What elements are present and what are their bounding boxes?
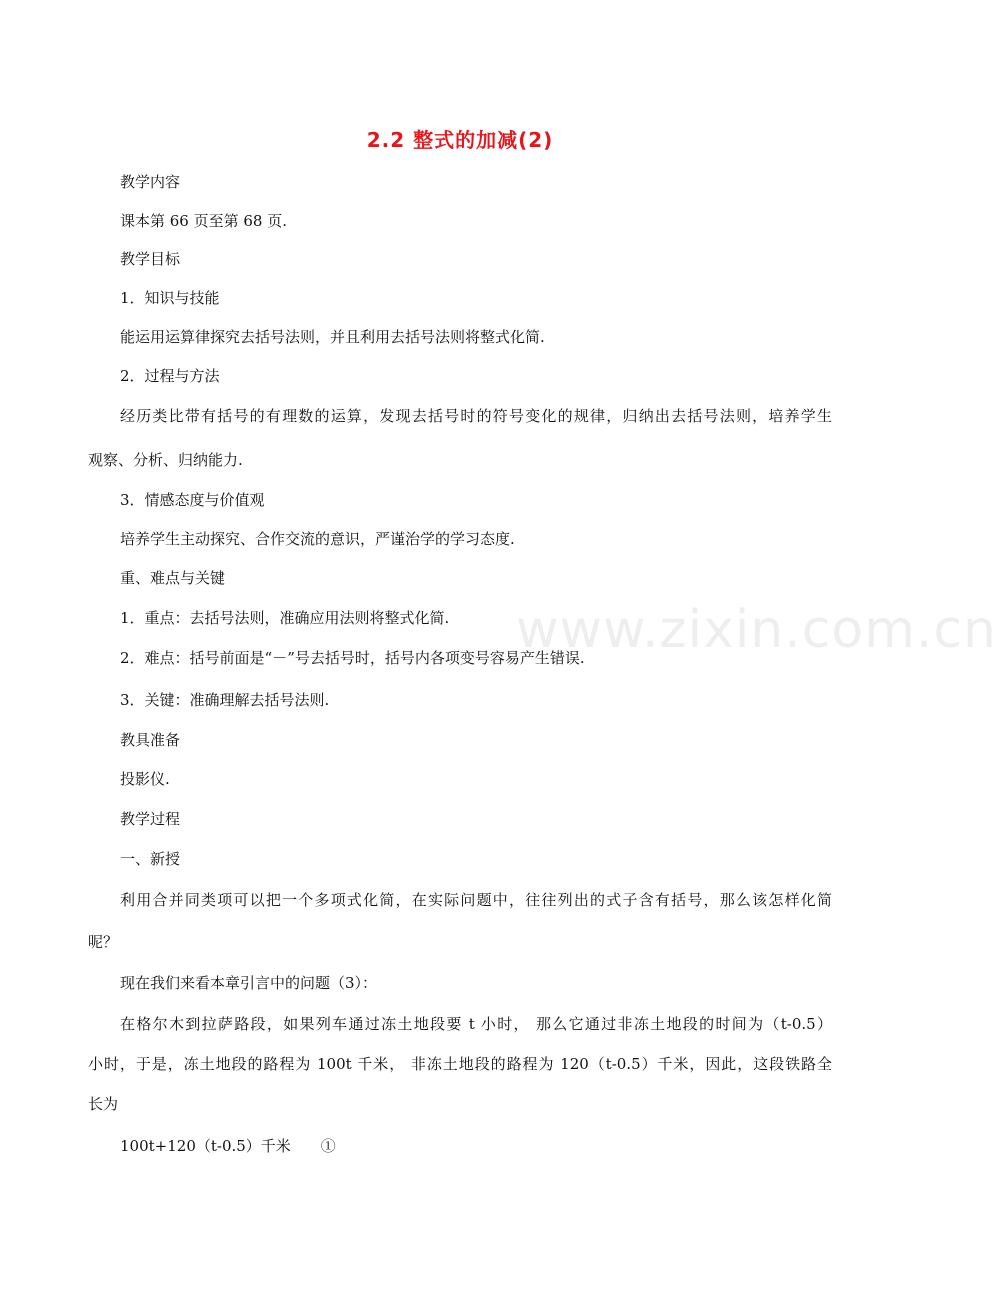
section-heading: 教具准备 <box>120 731 181 749</box>
section-heading: 教学过程 <box>120 810 181 828</box>
paragraph: 现在我们来看本章引言中的问题（3）： <box>120 974 378 992</box>
section-heading: 一、新授 <box>120 850 181 868</box>
paragraph: 投影仪. <box>120 770 170 788</box>
paragraph-continuation: 长为 <box>88 1095 119 1113</box>
list-item: 1．重点：去括号法则，准确应用法则将整式化简. <box>120 609 450 627</box>
list-item: 2．难点：括号前面是“－”号去括号时，括号内各项变号容易产生错误. <box>120 649 585 667</box>
watermark: www.zixin.com.cn <box>516 600 997 660</box>
paragraph: 经历类比带有括号的有理数的运算，发现去括号时的符号变化的规律，归纳出去括号法则，培养学生 <box>120 407 832 425</box>
section-heading: 教学目标 <box>120 250 181 268</box>
paragraph: 培养学生主动探究、合作交流的意识，严谨治学的学习态度. <box>120 530 515 548</box>
paragraph-continuation: 呢？ <box>88 933 119 951</box>
page-title: 2.2 整式的加减(2) <box>366 128 554 152</box>
paragraph: 课本第 66 页至第 68 页. <box>120 212 288 230</box>
section-heading: 教学内容 <box>120 173 181 191</box>
formula: 100t+120（t-0.5）千米 ① <box>120 1137 336 1155</box>
list-item: 1．知识与技能 <box>120 289 220 307</box>
list-item: 2．过程与方法 <box>120 367 220 385</box>
section-heading: 重、难点与关键 <box>120 569 226 587</box>
list-item: 3．情感态度与价值观 <box>120 491 265 509</box>
paragraph: 能运用运算律探究去括号法则，并且利用去括号法则将整式化简. <box>120 328 545 346</box>
paragraph-continuation: 观察、分析、归纳能力. <box>88 451 243 469</box>
list-item: 3．关键：准确理解去括号法则. <box>120 691 330 709</box>
paragraph-continuation: 小时，于是，冻土地段的路程为 100t 千米， 非冻土地段的路程为 120（t-0.5）千米，因此，这段铁路全 <box>88 1055 832 1073</box>
paragraph: 利用合并同类项可以把一个多项式化简，在实际问题中，往往列出的式子含有括号，那么该怎样化简 <box>120 891 832 909</box>
paragraph: 在格尔木到拉萨路段，如果列车通过冻土地段要 t 小时， 那么它通过非冻土地段的时间为（t-0.5） <box>120 1015 832 1033</box>
